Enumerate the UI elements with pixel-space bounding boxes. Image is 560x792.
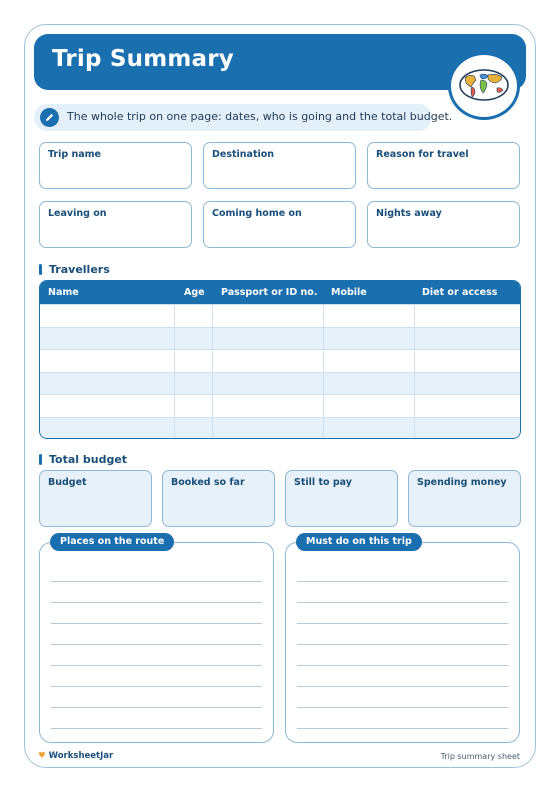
column-divider <box>414 304 415 438</box>
spending-money-label: Spending money <box>417 477 507 488</box>
table-row[interactable] <box>40 304 520 327</box>
world-map-icon <box>459 69 509 101</box>
must-do-label: Must do on this trip <box>296 533 422 551</box>
still-to-pay-label: Still to pay <box>294 477 352 488</box>
table-row[interactable] <box>40 327 520 350</box>
writing-line <box>51 581 262 582</box>
table-row[interactable] <box>40 349 520 372</box>
writing-line <box>51 707 262 708</box>
world-map-badge <box>448 52 520 120</box>
reason-for-travel-label: Reason for travel <box>376 149 469 160</box>
intro-text: The whole trip on one page: dates, who is going and the total budget. <box>67 110 453 123</box>
writing-line <box>297 581 508 582</box>
heart-icon: ♥ <box>38 751 46 761</box>
column-divider <box>323 304 324 438</box>
writing-line <box>51 644 262 645</box>
trip-name-label: Trip name <box>48 149 102 160</box>
writing-line <box>297 623 508 624</box>
travellers-table-header <box>40 281 520 304</box>
column-header-passport: Passport or ID no. <box>221 287 318 298</box>
nights-away-label: Nights away <box>376 208 442 219</box>
booked-so-far-label: Booked so far <box>171 477 245 488</box>
brand-name: WorksheetJar <box>48 751 114 761</box>
destination-label: Destination <box>212 149 275 160</box>
writing-line <box>51 686 262 687</box>
writing-line <box>51 602 262 603</box>
table-row[interactable] <box>40 394 520 417</box>
page-title: Trip Summary <box>52 46 234 72</box>
destination-field[interactable] <box>203 142 356 189</box>
column-header-name: Name <box>48 287 79 298</box>
spending-money-box[interactable] <box>408 470 521 527</box>
nights-away-field[interactable] <box>367 201 520 248</box>
coming-home-on-label: Coming home on <box>212 208 302 219</box>
column-divider <box>174 304 175 438</box>
booked-so-far-box[interactable] <box>162 470 275 527</box>
intro-banner <box>34 104 453 131</box>
trip-name-field[interactable] <box>39 142 192 189</box>
writing-line <box>297 728 508 729</box>
coming-home-on-field[interactable] <box>203 201 356 248</box>
writing-line <box>297 644 508 645</box>
writing-line <box>297 707 508 708</box>
leaving-on-field[interactable] <box>39 201 192 248</box>
table-row[interactable] <box>40 417 520 439</box>
still-to-pay-box[interactable] <box>285 470 398 527</box>
table-row[interactable] <box>40 372 520 395</box>
writing-line <box>297 665 508 666</box>
pencil-icon <box>40 108 59 127</box>
column-header-age: Age <box>184 287 205 298</box>
writing-line <box>297 686 508 687</box>
footer-label: Trip summary sheet <box>440 752 520 761</box>
places-on-route-panel[interactable] <box>39 542 274 743</box>
writing-line <box>51 665 262 666</box>
column-header-mobile: Mobile <box>331 287 367 298</box>
column-divider <box>212 304 213 438</box>
travellers-heading: Travellers <box>39 263 110 276</box>
reason-for-travel-field[interactable] <box>367 142 520 189</box>
total-budget-heading: Total budget <box>39 453 127 466</box>
travellers-table <box>39 280 521 439</box>
places-on-route-label: Places on the route <box>50 533 174 551</box>
writing-line <box>297 602 508 603</box>
budget-label: Budget <box>48 477 87 488</box>
footer-brand <box>38 751 113 761</box>
budget-box[interactable] <box>39 470 152 527</box>
writing-line <box>51 623 262 624</box>
leaving-on-label: Leaving on <box>48 208 107 219</box>
column-header-diet: Diet or access <box>422 287 498 298</box>
must-do-panel[interactable] <box>285 542 520 743</box>
writing-line <box>51 728 262 729</box>
